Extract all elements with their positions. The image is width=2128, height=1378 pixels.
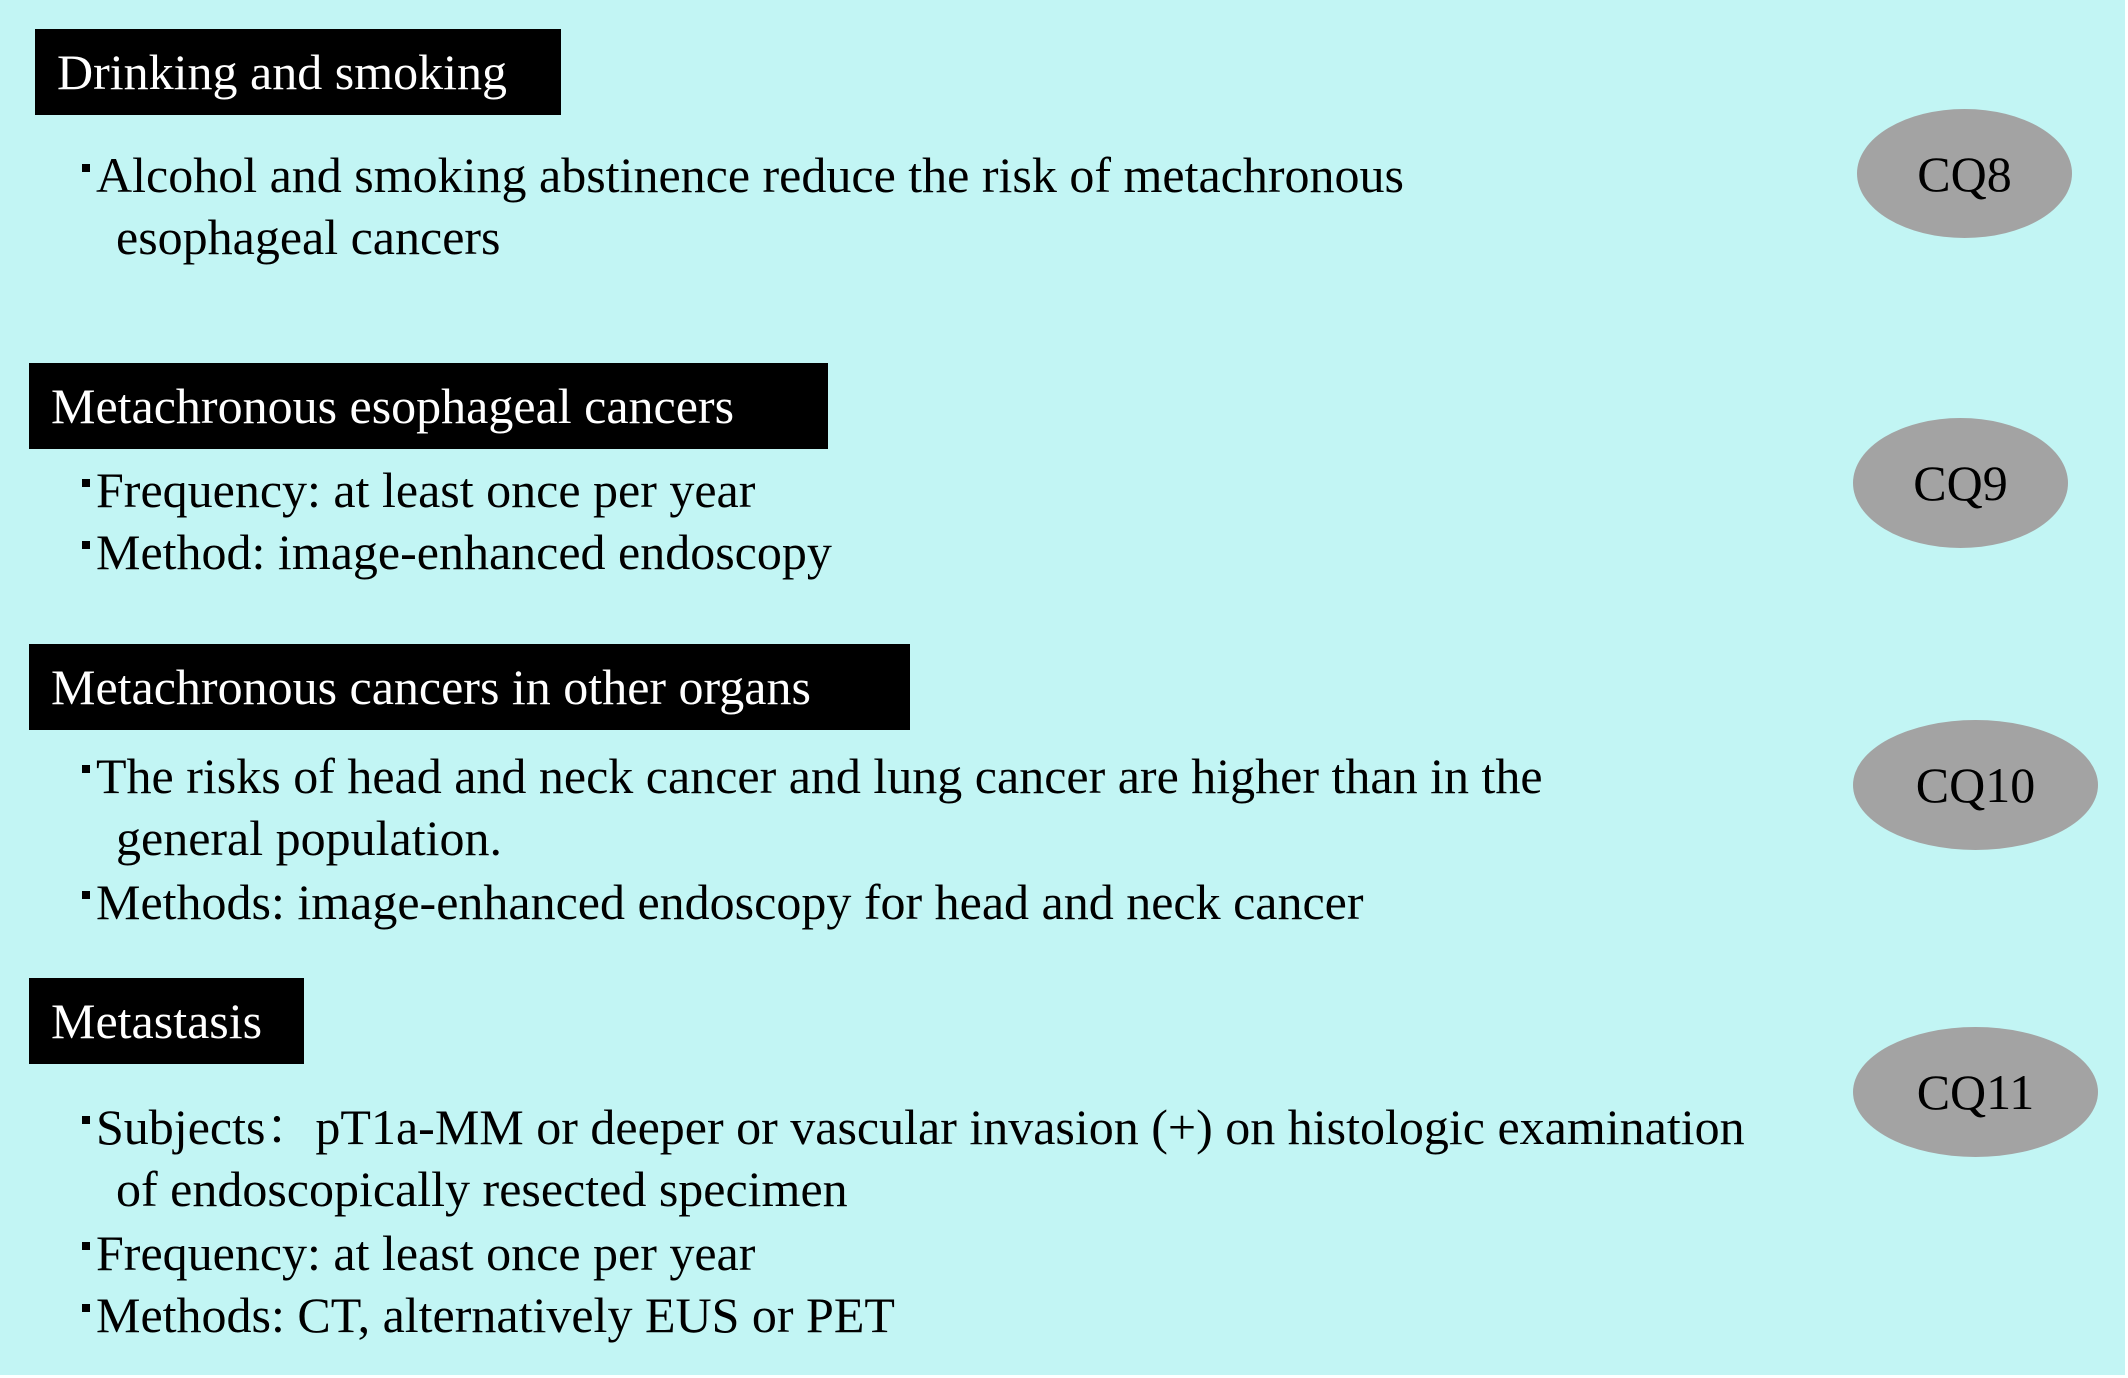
bullet-text: Subjects：pT1a-MM or deeper or vascular invasion (+) on histologic examination <box>96 1099 1745 1155</box>
bullet-text-continued: esophageal cancers <box>116 209 501 265</box>
bullet-marker <box>82 541 90 549</box>
bullet-text: Methods: image-enhanced endoscopy for head and neck cancer <box>96 874 1364 930</box>
bullet-risks-head-neck-lung <box>82 745 1543 869</box>
cq10-ellipse: CQ10 <box>1853 720 2098 850</box>
bullet-marker <box>82 891 90 899</box>
heading-metastasis: Metastasis <box>29 978 304 1064</box>
bullet-marker <box>82 1304 90 1312</box>
bullet-alcohol-smoking-abstinence <box>82 144 1404 268</box>
bullet-frequency-metastasis <box>82 1222 755 1284</box>
bullet-method <box>82 521 832 583</box>
bullet-frequency <box>82 459 755 521</box>
bullet-text-continued: of endoscopically resected specimen <box>116 1161 848 1217</box>
bullet-text: Method: image-enhanced endoscopy <box>96 524 832 580</box>
bullet-methods-head-neck <box>82 871 1364 933</box>
bullet-marker <box>82 765 90 773</box>
bullet-text: Methods: CT, alternatively EUS or PET <box>96 1287 895 1343</box>
bullet-text: Alcohol and smoking abstinence reduce the risk of metachronous <box>96 147 1404 203</box>
heading-metachronous-esophageal-cancers: Metachronous esophageal cancers <box>29 363 828 449</box>
bullet-text: Frequency: at least once per year <box>96 1225 756 1281</box>
bullet-text: Frequency: at least once per year <box>96 462 756 518</box>
heading-drinking-and-smoking: Drinking and smoking <box>35 29 561 115</box>
bullet-marker <box>82 164 90 172</box>
bullet-subjects <box>82 1096 1745 1220</box>
bullet-text-continued: general population. <box>116 810 502 866</box>
cq9-ellipse: CQ9 <box>1853 418 2068 548</box>
cq11-ellipse: CQ11 <box>1853 1027 2098 1157</box>
bullet-marker <box>82 1242 90 1250</box>
heading-metachronous-cancers-other-organs: Metachronous cancers in other organs <box>29 644 910 730</box>
bullet-marker <box>82 479 90 487</box>
bullet-marker <box>82 1116 90 1124</box>
bullet-text: The risks of head and neck cancer and lung cancer are higher than in the <box>96 748 1543 804</box>
bullet-methods-ct-eus-pet <box>82 1284 895 1346</box>
cq8-ellipse: CQ8 <box>1857 109 2072 238</box>
